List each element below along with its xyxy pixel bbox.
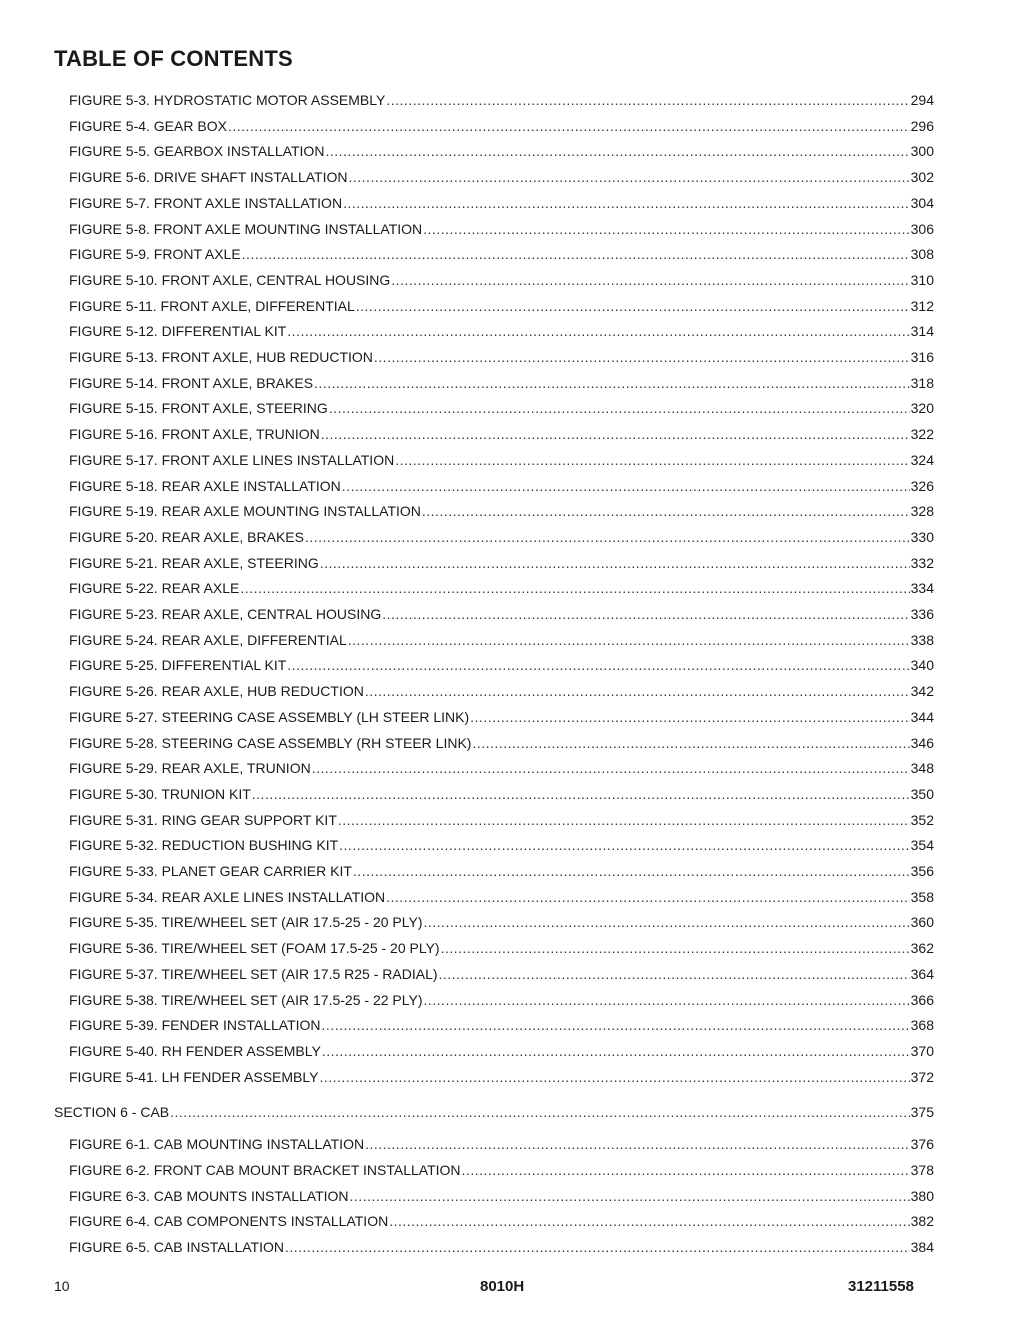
toc-entry[interactable] <box>69 811 934 829</box>
dot-leader <box>348 631 910 649</box>
toc-entry-label: FIGURE 6-2. FRONT CAB MOUNT BRACKET INSTALLATION <box>69 1162 461 1178</box>
toc-entry-label: FIGURE 5-4. GEAR BOX <box>69 117 227 134</box>
toc-entry[interactable] <box>69 271 934 289</box>
toc-entry[interactable] <box>69 836 934 854</box>
toc-entry-page: 330 <box>910 528 934 545</box>
toc-entry[interactable] <box>69 322 934 340</box>
toc-entry-page: 356 <box>910 863 934 879</box>
toc-entry-page: 300 <box>910 143 934 160</box>
toc-entry[interactable] <box>69 1238 934 1256</box>
toc-entry-page: 350 <box>910 785 934 802</box>
toc-entry-label: FIGURE 5-17. FRONT AXLE LINES INSTALLATION <box>69 451 395 468</box>
toc-entry-page: 342 <box>910 683 934 700</box>
dot-leader <box>170 1103 910 1121</box>
dot-leader <box>349 168 910 186</box>
toc-entry[interactable] <box>69 425 934 443</box>
dot-leader <box>285 1238 910 1256</box>
toc-entry-label: FIGURE 5-33. PLANET GEAR CARRIER KIT <box>69 863 352 879</box>
toc-entry[interactable] <box>69 579 934 597</box>
dot-leader <box>470 708 909 726</box>
toc-entry-page: 310 <box>910 271 934 288</box>
dot-leader <box>329 399 910 417</box>
toc-entry-label: FIGURE 5-37. TIRE/WHEEL SET (AIR 17.5 R25 - RADIAL) <box>69 965 438 982</box>
toc-entry-page: 322 <box>910 426 934 443</box>
toc-entry-label: FIGURE 5-38. TIRE/WHEEL SET (AIR 17.5-25 - 22 PLY) <box>69 991 423 1008</box>
toc-entry-page: 360 <box>910 914 934 931</box>
dot-leader <box>365 1135 910 1153</box>
dot-leader <box>339 836 909 854</box>
toc-entry-label: FIGURE 5-34. REAR AXLE LINES INSTALLATION <box>69 888 386 905</box>
toc-entry[interactable] <box>69 682 934 700</box>
footer-page-number: 10 <box>54 1278 70 1294</box>
toc-entry[interactable] <box>69 734 934 752</box>
toc-entry-page: 320 <box>910 400 934 417</box>
toc-entry-label: FIGURE 5-15. FRONT AXLE, STEERING <box>69 400 328 417</box>
toc-entry-label: FIGURE 6-4. CAB COMPONENTS INSTALLATION <box>69 1213 389 1230</box>
dot-leader <box>439 965 910 983</box>
toc-entry-page: 348 <box>910 760 934 777</box>
toc-entry-label: FIGURE 5-31. RING GEAR SUPPORT KIT <box>69 811 337 828</box>
toc-entry-page: 334 <box>910 580 934 597</box>
toc-entry-label: FIGURE 5-40. RH FENDER ASSEMBLY <box>69 1042 321 1059</box>
toc-entry-page: 380 <box>910 1187 934 1204</box>
toc-entry-page: 366 <box>910 991 934 1008</box>
dot-leader <box>353 862 910 880</box>
toc-entry-page: 332 <box>910 554 934 571</box>
dot-leader <box>391 271 909 289</box>
dot-leader <box>319 1068 909 1086</box>
toc-entry-page: 302 <box>910 169 934 186</box>
toc-entry-label: FIGURE 5-20. REAR AXLE, BRAKES <box>69 528 304 545</box>
toc-entry-label: SECTION 6 - CAB <box>54 1103 170 1120</box>
dot-leader <box>382 605 909 623</box>
toc-entry-page: 296 <box>910 117 934 134</box>
toc-entry-page: 324 <box>910 451 934 468</box>
dot-leader <box>395 451 909 469</box>
toc-entry-label: FIGURE 6-1. CAB MOUNTING INSTALLATION <box>69 1136 365 1153</box>
toc-entry-page: 372 <box>910 1068 934 1085</box>
toc-entry-page: 362 <box>910 940 934 957</box>
dot-leader <box>240 579 909 597</box>
toc-entry[interactable] <box>69 399 934 417</box>
toc-entry-page: 375 <box>910 1103 934 1120</box>
dot-leader <box>374 348 910 366</box>
dot-leader <box>386 888 910 906</box>
toc-entry-page: 312 <box>910 297 934 314</box>
toc-entry[interactable] <box>69 862 934 880</box>
toc-entry-label: FIGURE 5-41. LH FENDER ASSEMBLY <box>69 1068 319 1085</box>
toc-entry[interactable] <box>69 1042 934 1060</box>
toc-entry-page: 352 <box>910 811 934 828</box>
toc-entry-page: 358 <box>910 888 934 905</box>
toc-entry-label: FIGURE 5-27. STEERING CASE ASSEMBLY (LH STEER LINK) <box>69 708 470 725</box>
toc-entry-label: FIGURE 5-29. REAR AXLE, TRUNION <box>69 760 311 777</box>
dot-leader <box>314 374 910 392</box>
dot-leader <box>424 913 910 931</box>
toc-entry-page: 308 <box>910 246 934 263</box>
toc-entry[interactable] <box>69 168 934 186</box>
toc-entry-page: 318 <box>910 374 934 391</box>
dot-leader <box>305 528 910 546</box>
toc-entry[interactable] <box>69 656 934 674</box>
toc-entry-label: FIGURE 5-21. REAR AXLE, STEERING <box>69 554 319 571</box>
dot-leader <box>424 991 910 1009</box>
toc-entry-label: FIGURE 5-6. DRIVE SHAFT INSTALLATION <box>69 169 348 186</box>
toc-entry-page: 370 <box>910 1042 934 1059</box>
toc-entry[interactable] <box>69 220 934 238</box>
toc-entry[interactable] <box>69 451 934 469</box>
dot-leader <box>365 682 910 700</box>
toc-entry-label: FIGURE 5-28. STEERING CASE ASSEMBLY (RH STEER LINK) <box>69 734 472 751</box>
toc-entry-page: 376 <box>910 1136 934 1153</box>
toc-entry-page: 368 <box>910 1017 934 1034</box>
dot-leader <box>441 939 910 957</box>
toc-entry[interactable] <box>69 605 934 623</box>
toc-entry-label: FIGURE 5-12. DIFFERENTIAL KIT <box>69 323 287 340</box>
toc-entry-page: 382 <box>910 1213 934 1230</box>
toc-entry[interactable] <box>69 939 934 957</box>
toc-section-entry[interactable] <box>54 1103 934 1121</box>
toc-entry-page: 354 <box>910 837 934 854</box>
toc-entry[interactable] <box>69 554 934 572</box>
toc-entry[interactable] <box>69 1187 934 1205</box>
toc-entry[interactable] <box>69 477 934 495</box>
toc-entry[interactable] <box>69 502 934 520</box>
toc-entry[interactable] <box>69 991 934 1009</box>
toc-entry-label: FIGURE 5-30. TRUNION KIT <box>69 785 251 802</box>
dot-leader <box>350 1187 910 1205</box>
toc-entry-label: FIGURE 5-13. FRONT AXLE, HUB REDUCTION <box>69 349 373 365</box>
footer-model: 8010H <box>480 1278 525 1295</box>
toc-entry-label: FIGURE 5-32. REDUCTION BUSHING KIT <box>69 837 339 854</box>
toc-entry[interactable] <box>69 965 934 983</box>
dot-leader <box>356 297 910 315</box>
toc-entry-label: FIGURE 5-22. REAR AXLE <box>69 580 240 597</box>
dot-leader <box>462 1161 910 1179</box>
dot-leader <box>287 656 909 674</box>
toc-entry-page: 364 <box>910 965 934 982</box>
toc-entry[interactable] <box>69 785 934 803</box>
toc-entry-label: FIGURE 5-16. FRONT AXLE, TRUNION <box>69 426 320 443</box>
toc-entry[interactable] <box>69 1212 934 1230</box>
footer-doc-number: 31211558 <box>848 1278 914 1295</box>
toc-entry-page: 344 <box>910 708 934 725</box>
toc-entry[interactable] <box>69 117 934 135</box>
dot-leader <box>338 811 910 829</box>
toc-entry-label: FIGURE 5-3. HYDROSTATIC MOTOR ASSEMBLY <box>69 92 386 108</box>
toc-entry-page: 378 <box>910 1162 934 1178</box>
dot-leader <box>312 759 910 777</box>
dot-leader <box>287 322 909 340</box>
toc-entry-label: FIGURE 6-3. CAB MOUNTS INSTALLATION <box>69 1187 349 1204</box>
dot-leader <box>423 220 909 238</box>
toc-entry-label: FIGURE 5-19. REAR AXLE MOUNTING INSTALLATION <box>69 503 421 520</box>
toc-entry[interactable] <box>69 1161 934 1179</box>
toc-entry-page: 304 <box>910 194 934 211</box>
toc-entry[interactable] <box>69 631 934 649</box>
toc-entry[interactable] <box>69 888 934 906</box>
dot-leader <box>322 1016 910 1034</box>
toc-entry-label: FIGURE 5-26. REAR AXLE, HUB REDUCTION <box>69 683 364 700</box>
toc-entry-label: FIGURE 6-5. CAB INSTALLATION <box>69 1239 284 1256</box>
dot-leader <box>252 785 910 803</box>
toc-entry-label: FIGURE 5-9. FRONT AXLE <box>69 246 241 263</box>
toc-entry[interactable] <box>69 528 934 546</box>
toc-entry-label: FIGURE 5-7. FRONT AXLE INSTALLATION <box>69 194 343 211</box>
toc-entry-page: 340 <box>910 657 934 674</box>
toc-entry-page: 384 <box>910 1239 934 1256</box>
dot-leader <box>472 734 909 752</box>
dot-leader <box>386 91 909 109</box>
toc-entry-page: 346 <box>910 734 934 751</box>
toc-entry[interactable] <box>69 297 934 315</box>
toc-entry-page: 338 <box>910 631 934 648</box>
toc-entry-label: FIGURE 5-24. REAR AXLE, DIFFERENTIAL <box>69 631 347 648</box>
dot-leader <box>342 477 910 495</box>
toc-entry[interactable] <box>69 348 934 366</box>
toc-entry[interactable] <box>69 759 934 777</box>
dot-leader <box>242 245 910 263</box>
toc-entry-page: 336 <box>910 606 934 622</box>
toc-entry-label: FIGURE 5-11. FRONT AXLE, DIFFERENTIAL <box>69 297 355 314</box>
dot-leader <box>343 194 910 212</box>
toc-entry[interactable] <box>69 374 934 392</box>
toc-entry[interactable] <box>69 708 934 726</box>
toc-entry[interactable] <box>69 1068 934 1086</box>
toc-entry-page: 326 <box>910 477 934 494</box>
toc-entry-label: FIGURE 5-39. FENDER INSTALLATION <box>69 1017 321 1034</box>
toc-entry-label: FIGURE 5-14. FRONT AXLE, BRAKES <box>69 374 314 391</box>
toc-entry[interactable] <box>69 142 934 160</box>
toc-entry[interactable] <box>69 194 934 212</box>
toc-entry-label: FIGURE 5-5. GEARBOX INSTALLATION <box>69 143 325 160</box>
dot-leader <box>228 117 910 135</box>
toc-entry[interactable] <box>69 1135 934 1153</box>
toc-entry-label: FIGURE 5-35. TIRE/WHEEL SET (AIR 17.5-25 - 20 PLY) <box>69 914 423 931</box>
toc-entry[interactable] <box>69 1016 934 1034</box>
toc-entry-label: FIGURE 5-25. DIFFERENTIAL KIT <box>69 657 287 674</box>
toc-entry-label: FIGURE 5-23. REAR AXLE, CENTRAL HOUSING <box>69 606 382 622</box>
dot-leader <box>389 1212 909 1230</box>
dot-leader <box>320 554 910 572</box>
dot-leader <box>422 502 910 520</box>
toc-entry-page: 314 <box>910 323 934 340</box>
toc-entry-page: 316 <box>910 349 934 365</box>
toc-entry-label: FIGURE 5-18. REAR AXLE INSTALLATION <box>69 477 341 494</box>
toc-entry[interactable] <box>69 245 934 263</box>
toc-entry-page: 306 <box>910 220 934 237</box>
toc-entry[interactable] <box>69 91 934 109</box>
toc-entry-label: FIGURE 5-10. FRONT AXLE, CENTRAL HOUSING <box>69 271 391 288</box>
toc-entry-label: FIGURE 5-36. TIRE/WHEEL SET (FOAM 17.5-25 - 20 PLY) <box>69 940 440 957</box>
toc-entry[interactable] <box>69 913 934 931</box>
page-title: TABLE OF CONTENTS <box>54 46 293 71</box>
toc-entry-page: 328 <box>910 503 934 520</box>
toc-entry-page: 294 <box>910 92 934 108</box>
toc-entry-label: FIGURE 5-8. FRONT AXLE MOUNTING INSTALLATION <box>69 220 423 237</box>
dot-leader <box>322 1042 910 1060</box>
dot-leader <box>321 425 910 443</box>
dot-leader <box>325 142 909 160</box>
